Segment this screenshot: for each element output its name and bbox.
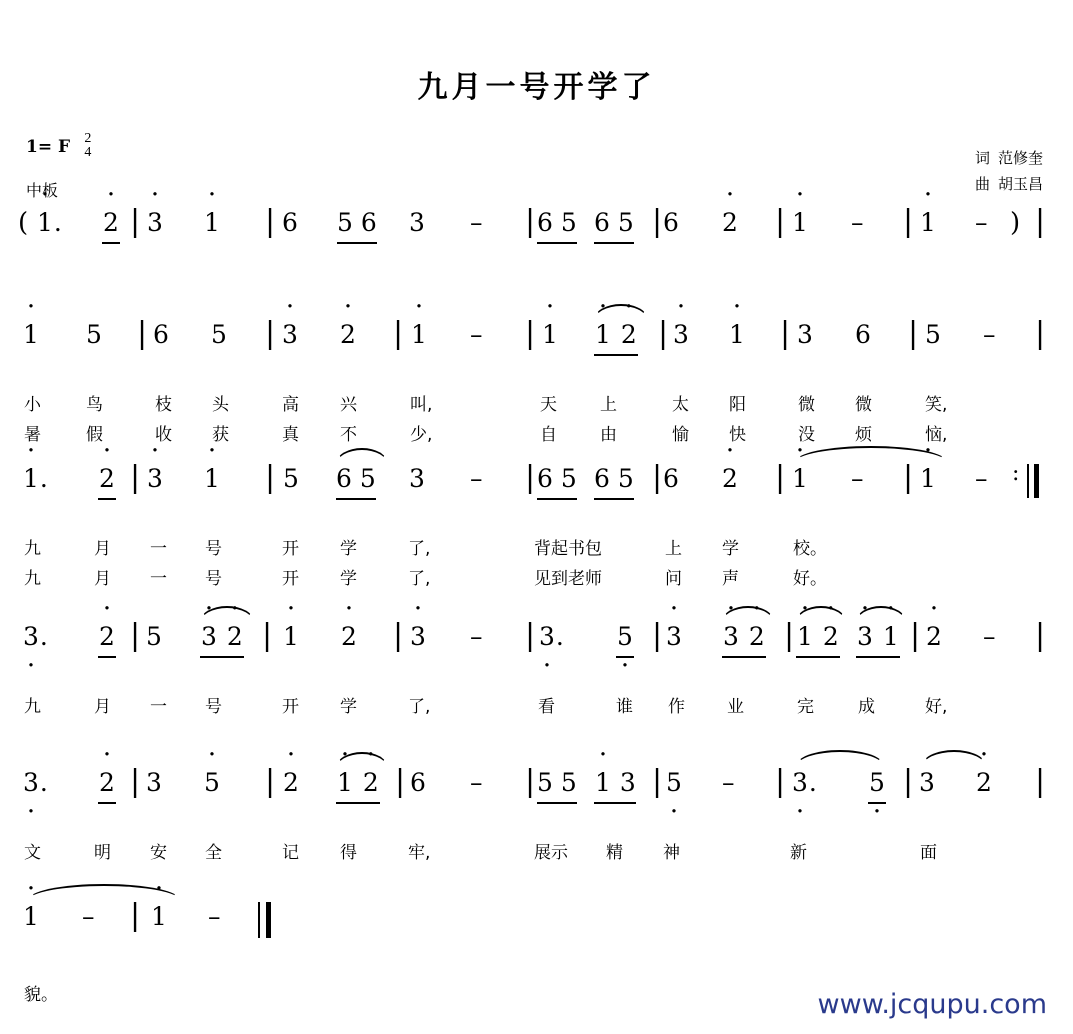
note: · 2: [925, 620, 943, 654]
note: · 3: [146, 206, 164, 240]
slur-arc: [796, 750, 884, 766]
lyric-syllable: 一: [150, 569, 167, 589]
music-system-verse3: [0, 620, 1073, 722]
note: 3 ·.: [538, 620, 566, 654]
note: · 1: [791, 462, 809, 496]
note-group: 5 6: [337, 206, 377, 244]
lyricist-label: 词: [974, 149, 990, 167]
note-dash: –: [82, 902, 95, 931]
lyric-syllable: 不: [340, 425, 357, 445]
note: · 2: [102, 206, 120, 244]
barline: |: [265, 204, 276, 239]
lyric-syllable: 获: [212, 425, 229, 445]
note-group: 6 5: [537, 462, 577, 500]
barline-thin: [258, 902, 260, 938]
barline: |: [1035, 204, 1046, 239]
key-signature-text: 1= F: [26, 136, 71, 157]
lyric-syllable: 开: [282, 697, 299, 717]
lyric-syllable: 收: [155, 425, 172, 445]
note: 3 ·.: [22, 766, 50, 800]
lyric-syllable: 谁: [616, 697, 633, 717]
lyric-syllable: 暑: [24, 425, 41, 445]
barline: |: [265, 316, 276, 351]
lyric-syllable: 恼,: [925, 425, 948, 445]
lyric-syllable: 鸟: [86, 395, 103, 415]
notation-line: [0, 900, 1073, 958]
lyric-syllable: 了,: [408, 697, 431, 717]
notation-line: [0, 318, 1073, 376]
note-dash: –: [470, 208, 483, 237]
barline: |: [903, 764, 914, 799]
notation-line: [0, 620, 1073, 678]
note-dash: –: [975, 208, 988, 237]
lyric-syllable: 了,: [408, 539, 431, 559]
barline: |: [137, 316, 148, 351]
lyric-line-2: [0, 564, 1073, 594]
tempo-marking: 中板: [26, 181, 59, 200]
barline: |: [775, 764, 786, 799]
note-group: 6 5: [594, 462, 634, 500]
note-group: · 1 · 2: [336, 766, 380, 804]
key-signature: [26, 131, 92, 162]
barline: |: [393, 316, 404, 351]
lyric-syllable: 九: [24, 569, 41, 589]
note: 6: [663, 464, 679, 493]
lyric-syllable: 新: [790, 843, 807, 863]
note: 3: [409, 208, 425, 237]
note: · 3: [672, 318, 690, 352]
note: · 2: [721, 206, 739, 240]
note: 3 ·.: [791, 766, 819, 800]
note: 6: [410, 768, 426, 797]
note: · 1: [203, 462, 221, 496]
lyric-syllable: 阳: [729, 395, 746, 415]
lyric-syllable: 天: [540, 395, 557, 415]
lyric-syllable: 烦: [855, 425, 872, 445]
lyric-syllable: 假: [86, 425, 103, 445]
lyric-syllable: 学: [340, 697, 357, 717]
notation-line: [0, 462, 1073, 520]
barline: |: [395, 764, 406, 799]
lyric-line-1: [0, 692, 1073, 722]
lyric-syllable: 好,: [925, 697, 948, 717]
note: 5 ·: [665, 766, 683, 800]
lyric-syllable: 开: [282, 539, 299, 559]
barline: |: [130, 618, 141, 653]
note: · 2: [340, 620, 358, 654]
note: · 2: [975, 766, 993, 800]
note-group: 5 5: [537, 766, 577, 804]
lyric-syllable: 业: [727, 697, 744, 717]
lyric-syllable: 得: [340, 843, 357, 863]
lyric-line-2: [0, 420, 1073, 450]
lyric-syllable: 背起书包: [534, 539, 602, 559]
note-dash: –: [851, 208, 864, 237]
lyric-syllable: 看: [538, 697, 555, 717]
note: · 2: [339, 318, 357, 352]
lyric-syllable: 牢,: [408, 843, 431, 863]
barline: |: [130, 204, 141, 239]
lyric-line-1: [0, 390, 1073, 420]
lyric-syllable: 高: [282, 395, 299, 415]
note: 6: [663, 208, 679, 237]
lyric-syllable: 号: [205, 569, 222, 589]
lyric-syllable: 头: [212, 395, 229, 415]
slur-arc: [922, 750, 986, 766]
lyric-syllable: 月: [94, 697, 111, 717]
note-dash: –: [851, 464, 864, 493]
note-dash: –: [983, 320, 996, 349]
lyric-syllable: 全: [205, 843, 222, 863]
note: · 1: [728, 318, 746, 352]
lyric-syllable: 太: [672, 395, 689, 415]
music-system-verse4: [0, 766, 1073, 868]
barline: |: [652, 204, 663, 239]
note: 5 ·: [868, 766, 886, 804]
time-signature-denominator: 4: [84, 145, 92, 160]
note-dash: –: [470, 768, 483, 797]
time-signature: [84, 132, 91, 160]
note: · 2: [721, 462, 739, 496]
barline: |: [908, 316, 919, 351]
lyric-syllable: 九: [24, 539, 41, 559]
lyric-syllable: 月: [94, 569, 111, 589]
barline: |: [525, 204, 536, 239]
note: · 1: [919, 462, 937, 496]
watermark-url: www.jcqupu.com: [817, 989, 1047, 1020]
barline: |: [903, 204, 914, 239]
note: 5: [283, 464, 299, 493]
note: 5 ·: [616, 620, 634, 658]
barline: |: [1035, 618, 1046, 653]
note: 6: [282, 208, 298, 237]
lyricist-line: [975, 145, 1043, 171]
lyric-syllable: 上: [600, 395, 617, 415]
barline: |: [130, 764, 141, 799]
lyric-syllable: 神: [663, 843, 680, 863]
lyric-syllable: 愉: [672, 425, 689, 445]
lyric-syllable: 作: [668, 697, 685, 717]
note: 3: [146, 768, 162, 797]
note-dash: –: [470, 622, 483, 651]
barline: |: [1035, 764, 1046, 799]
note-group: · 1 · 2: [796, 620, 840, 658]
lyric-syllable: 完: [797, 697, 814, 717]
note: · 1.: [22, 462, 50, 496]
barline: |: [525, 764, 536, 799]
note: · 3: [146, 462, 164, 496]
paren-open: (: [18, 208, 29, 238]
note: 3: [919, 768, 935, 797]
lyric-syllable: 一: [150, 539, 167, 559]
note: 6: [855, 320, 871, 349]
barline: |: [393, 618, 404, 653]
barline: |: [525, 618, 536, 653]
lyric-syllable: 学: [722, 539, 739, 559]
lyric-syllable: 号: [205, 539, 222, 559]
lyric-syllable: 小: [24, 395, 41, 415]
note: · 3: [281, 318, 299, 352]
note: · 1: [282, 620, 300, 654]
lyric-syllable: 九: [24, 697, 41, 717]
lyric-syllable: 见到老师: [534, 569, 602, 589]
barline: |: [775, 460, 786, 495]
barline: |: [262, 618, 273, 653]
lyric-syllable: 文: [24, 843, 41, 863]
lyric-syllable: 真: [282, 425, 299, 445]
music-system-verse1: [0, 318, 1073, 450]
note: · 1: [150, 900, 168, 934]
lyric-line-1: [0, 534, 1073, 564]
barline: |: [525, 460, 536, 495]
note: · 2: [98, 462, 116, 500]
lyric-syllable: 微: [798, 395, 815, 415]
barline-thick: [1034, 464, 1039, 498]
notation-line: [0, 206, 1073, 264]
lyric-syllable: 月: [94, 539, 111, 559]
composer-line: [975, 171, 1043, 197]
note-group: · 3 · 2: [722, 620, 766, 658]
note-dash: –: [722, 768, 735, 797]
lyric-syllable: 没: [798, 425, 815, 445]
note: · 1: [541, 318, 559, 352]
barline: |: [130, 460, 141, 495]
note: · 1: [919, 206, 937, 240]
barline: |: [780, 316, 791, 351]
note: · 1: [410, 318, 428, 352]
page-title: 九月一号开学了: [417, 70, 656, 105]
music-system-verse2: [0, 462, 1073, 594]
barline: |: [775, 204, 786, 239]
note: · 1: [203, 206, 221, 240]
note: 5: [146, 622, 162, 651]
note-group: · 1 · 2: [594, 318, 638, 356]
lyric-syllable: 学: [340, 569, 357, 589]
lyric-syllable: 了,: [408, 569, 431, 589]
lyric-syllable: 上: [665, 539, 682, 559]
barline: |: [265, 460, 276, 495]
note: · 3: [665, 620, 683, 654]
note: · 2: [98, 620, 116, 658]
music-system-intro: [0, 206, 1073, 264]
barline: |: [130, 898, 141, 933]
barline: |: [525, 316, 536, 351]
barline: |: [652, 618, 663, 653]
note: · 1: [22, 900, 40, 934]
barline: |: [265, 764, 276, 799]
lyric-syllable: 明: [94, 843, 111, 863]
notation-line: [0, 766, 1073, 824]
barline: |: [652, 460, 663, 495]
note: · 2: [282, 766, 300, 800]
note: · 5: [203, 766, 221, 800]
repeat-dots: :: [1012, 461, 1020, 486]
note: 3: [409, 464, 425, 493]
barline: |: [903, 460, 914, 495]
lyric-syllable: 问: [665, 569, 682, 589]
note-group: · 3 · 2: [200, 620, 244, 658]
paren-close: ): [1010, 208, 1021, 238]
lyric-line-1: [0, 838, 1073, 868]
note: 3: [797, 320, 813, 349]
lyric-syllable: 精: [606, 843, 623, 863]
barline-thin: [1027, 464, 1029, 498]
lyric-syllable: 声: [722, 569, 739, 589]
lyric-syllable: 学: [340, 539, 357, 559]
note-dash: –: [208, 902, 221, 931]
barline: |: [910, 618, 921, 653]
lyric-syllable: 记: [282, 843, 299, 863]
note: · 2: [98, 766, 116, 804]
note-group: 6 5: [594, 206, 634, 244]
lyric-syllable: 叫,: [410, 395, 433, 415]
lyric-syllable: 微: [855, 395, 872, 415]
time-signature-numerator: 2: [84, 131, 92, 146]
note: · 1.: [36, 206, 64, 240]
composer-name: 胡玉昌: [997, 175, 1043, 193]
barline-final-thick: [266, 902, 271, 938]
composer-label: 曲: [974, 175, 990, 193]
note: · 1: [791, 206, 809, 240]
barline: |: [652, 764, 663, 799]
note-dash: –: [975, 464, 988, 493]
lyric-syllable: 兴: [340, 395, 357, 415]
lyric-syllable: 安: [150, 843, 167, 863]
barline: |: [1035, 316, 1046, 351]
lyric-syllable: 展示: [534, 843, 568, 863]
note: 5: [211, 320, 227, 349]
lyricist-name: 范修奎: [997, 149, 1043, 167]
note-group: · 3 · 1: [856, 620, 900, 658]
note: 3 ·.: [22, 620, 50, 654]
lyric-syllable: 快: [729, 425, 746, 445]
lyric-syllable: 自: [540, 425, 557, 445]
note-group: 6 5: [537, 206, 577, 244]
lyric-syllable: 少,: [410, 425, 433, 445]
note: · 1: [22, 318, 40, 352]
lyric-syllable: 笑,: [925, 395, 948, 415]
note-group: 6 5: [336, 462, 376, 500]
credits-block: [975, 145, 1043, 197]
lyric-syllable: 貌。: [24, 985, 58, 1005]
note: · 3: [409, 620, 427, 654]
lyric-syllable: 校。: [793, 539, 827, 559]
note-group: · 1 3: [594, 766, 636, 804]
barline: |: [784, 618, 795, 653]
lyric-syllable: 好。: [793, 569, 827, 589]
note: 5: [86, 320, 102, 349]
note: 6: [153, 320, 169, 349]
lyric-syllable: 枝: [155, 395, 172, 415]
note-dash: –: [470, 464, 483, 493]
lyric-syllable: 号: [205, 697, 222, 717]
lyric-syllable: 成: [858, 697, 875, 717]
lyric-syllable: 面: [920, 843, 937, 863]
lyric-syllable: 由: [600, 425, 617, 445]
note: 5: [925, 320, 941, 349]
note-dash: –: [470, 320, 483, 349]
note-dash: –: [983, 622, 996, 651]
barline: |: [658, 316, 669, 351]
lyric-syllable: 开: [282, 569, 299, 589]
lyric-syllable: 一: [150, 697, 167, 717]
